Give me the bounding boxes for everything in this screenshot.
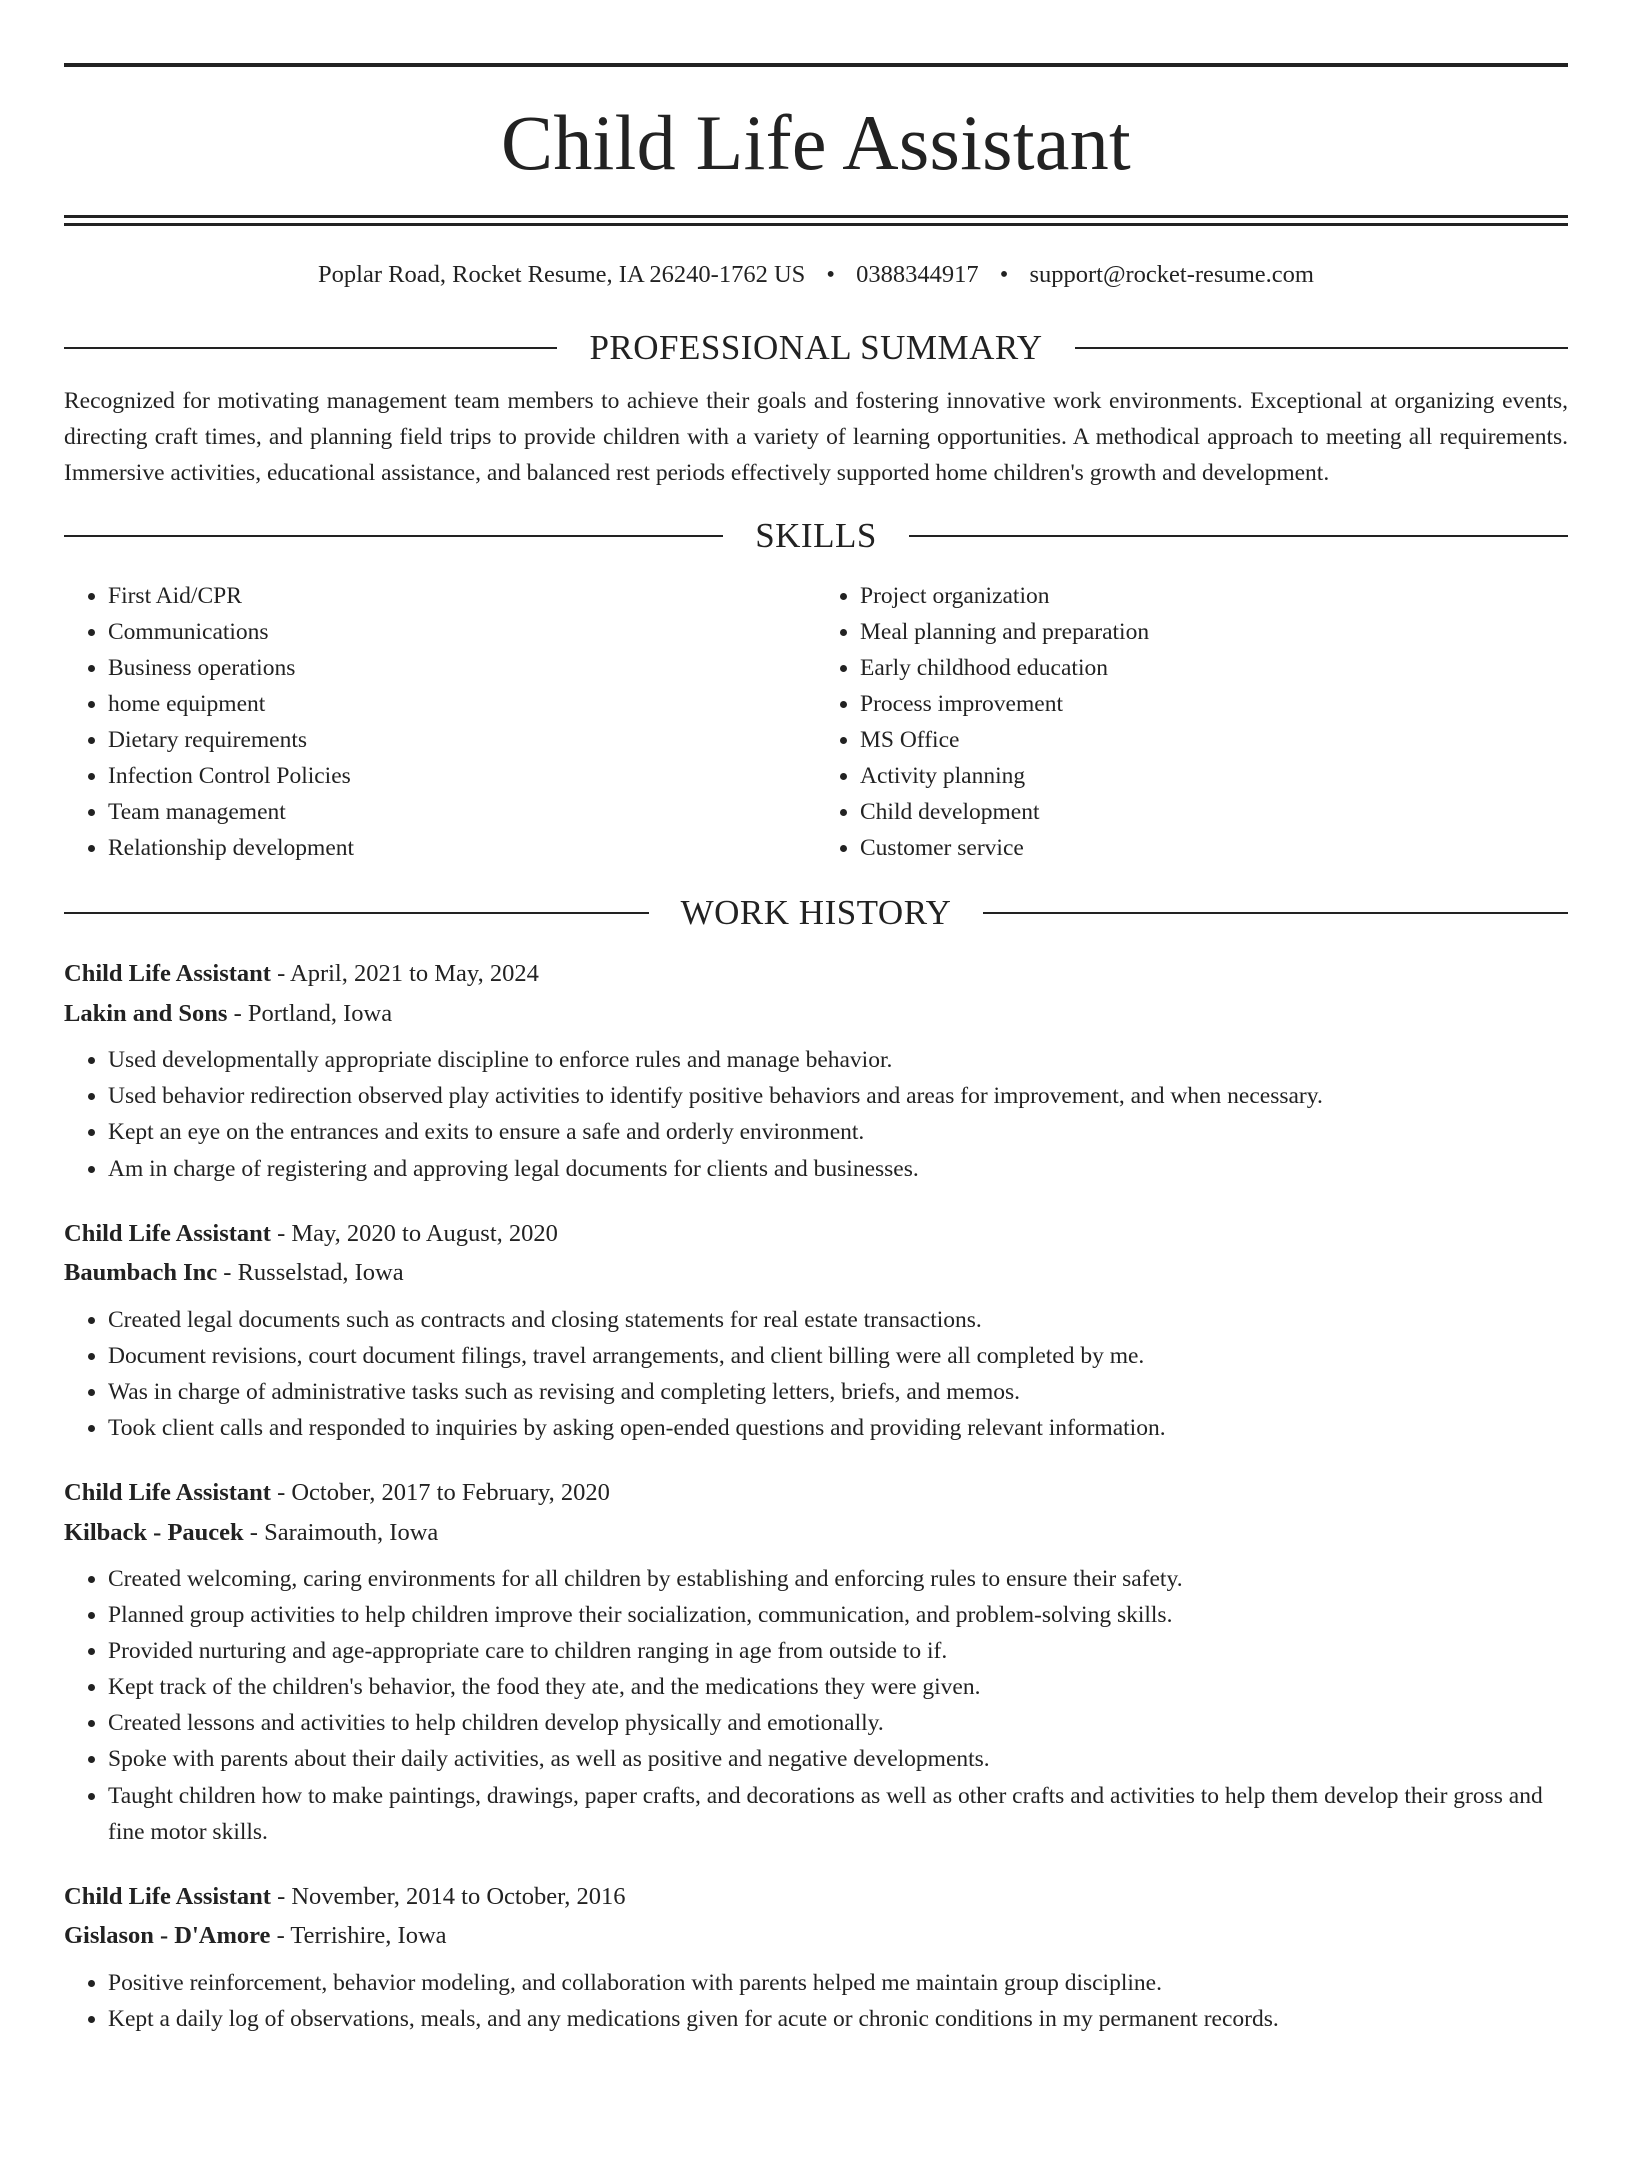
job-title-line [64,954,1568,994]
contact-line [64,260,1568,290]
summary-section-header [64,327,1568,369]
job-title-line [64,1214,1568,1254]
job-bullets [64,1302,1568,1446]
skills-columns [64,578,1568,867]
header-top-rule [64,63,1568,67]
job-company-line [64,1513,1568,1553]
job-bullet: • Used developmentally appropriate discipline to enforce rules and manage behavior. [108,1042,1568,1078]
job-bullet: • Created legal documents such as contracts and closing statements for real estate transactions. [108,1302,1568,1338]
skill-item: • Activity planning [860,758,1568,794]
job-location: - Saraimouth, Iowa [243,1518,439,1546]
job-dates: - November, 2014 to October, 2016 [270,1882,626,1910]
job-company-line [64,1253,1568,1293]
job-bullets [64,1965,1568,2037]
skills-list-right [816,578,1568,867]
job-title: Child Life Assistant [64,1219,271,1247]
job-company: Lakin and Sons [64,999,228,1027]
job-entry [64,1214,1568,1446]
job-dates: - October, 2017 to February, 2020 [270,1479,610,1506]
job-location: - Russelstad, Iowa [217,1259,404,1287]
contact-phone[interactable]: 0388344917 [856,261,979,288]
skill-item: • MS Office [860,722,1568,758]
job-bullet: • Spoke with parents about their daily activities, as well as positive and negative developments. [108,1741,1568,1777]
job-company-line [64,994,1568,1034]
job-location: - Portland, Iowa [227,999,393,1027]
skill-item: • Meal planning and preparation [860,614,1568,650]
job-dates: - May, 2020 to August, 2020 [270,1219,558,1247]
section-divider-right [983,912,1568,914]
skill-item: • Process improvement [860,686,1568,722]
skills-list-left [64,578,816,867]
job-location: - Terrishire, Iowa [270,1922,447,1950]
section-divider-left [64,535,723,537]
skill-item: • Infection Control Policies [108,758,816,794]
contact-email[interactable]: support@rocket-resume.com [1029,261,1314,288]
skill-item: • Relationship development [108,830,816,866]
section-divider-right [1075,347,1568,349]
header-double-rule [64,215,1568,226]
contact-separator: • [826,261,835,288]
job-title: Child Life Assistant [64,960,271,988]
skill-item: • Project organization [860,578,1568,614]
job-title: Child Life Assistant [64,1479,271,1506]
contact-address: Poplar Road, Rocket Resume, IA 26240-1762 US [318,261,806,288]
job-bullet: • Created lessons and activities to help children develop physically and emotionally. [108,1705,1568,1741]
skill-item: • Business operations [108,650,816,686]
work-heading: WORK HISTORY [680,893,952,933]
contact-separator: • [999,261,1009,288]
skill-item: • Child development [860,794,1568,830]
skills-heading: SKILLS [755,515,877,555]
job-company-line [64,1916,1568,1956]
job-bullet: • Positive reinforcement, behavior modeling, and collaboration with parents helped me maintain group discipline. [108,1965,1568,2001]
section-divider-left [64,347,557,349]
skill-item: • Communications [108,614,816,650]
skill-item: • home equipment [108,686,816,722]
job-entry [64,1877,1568,2037]
job-company: Gislason - D'Amore [64,1922,271,1950]
resume-title: Child Life Assistant [501,99,1131,186]
job-title: Child Life Assistant [64,1882,271,1910]
job-entry [64,954,1568,1186]
job-bullets [64,1561,1568,1850]
skill-item: • Early childhood education [860,650,1568,686]
job-bullet: • Taught children how to make paintings, drawings, paper crafts, and decorations as well as other crafts and activities to help them develop their gross and fine motor skills. [108,1778,1568,1850]
summary-text: Recognized for motivating management team members to achieve their goals and fostering innovative work environments. Exceptional at organizing events, directing craft times, and planning field trips to provide children with a variety of learning opportunities. A methodical approach to meeting all requirements. Immersive activities, educational assistance, and balanced rest periods effectively supported home children's growth and development. [64,388,1568,486]
job-title-line [64,1877,1568,1917]
skill-item: • Customer service [860,830,1568,866]
section-divider-left [64,912,649,914]
job-entry [64,1473,1568,1850]
job-company: Baumbach Inc [64,1259,218,1287]
skill-item: • Dietary requirements [108,722,816,758]
job-dates: - April, 2021 to May, 2024 [270,960,539,988]
job-bullet: • Kept track of the children's behavior, the food they ate, and the medications they were given. [108,1669,1568,1705]
summary-heading: PROFESSIONAL SUMMARY [589,328,1043,367]
job-bullet: • Provided nurturing and age-appropriate care to children ranging in age from outside to if. [108,1633,1568,1669]
job-bullets [64,1042,1568,1186]
job-bullet: • Planned group activities to help children improve their socialization, communication, and problem-solving skills. [108,1597,1568,1633]
skills-section-header [64,515,1568,557]
job-bullet: • Created welcoming, caring environments for all children by establishing and enforcing rules to ensure their safety. [108,1561,1568,1597]
skill-item: • First Aid/CPR [108,578,816,614]
job-bullet: • Document revisions, court document filings, travel arrangements, and client billing were all completed by me. [108,1338,1568,1374]
job-title-line [64,1473,1568,1513]
job-company: Kilback - Paucek [64,1518,244,1546]
skill-item: • Team management [108,794,816,830]
work-section-header [64,892,1568,934]
job-bullet: • Used behavior redirection observed play activities to identify positive behaviors and areas for improvement, and when necessary. [108,1078,1568,1114]
job-bullet: • Am in charge of registering and approving legal documents for clients and businesses. [108,1151,1568,1187]
job-bullet: • Took client calls and responded to inquiries by asking open-ended questions and providing relevant information. [108,1410,1568,1446]
section-divider-right [909,535,1568,537]
resume-page [0,63,1632,2175]
job-bullet: • Kept an eye on the entrances and exits to ensure a safe and orderly environment. [108,1114,1568,1150]
job-bullet: • Kept a daily log of observations, meals, and any medications given for acute or chronic conditions in my permanent records. [108,2001,1568,2037]
job-bullet: • Was in charge of administrative tasks such as revising and completing letters, briefs, and memos. [108,1374,1568,1410]
